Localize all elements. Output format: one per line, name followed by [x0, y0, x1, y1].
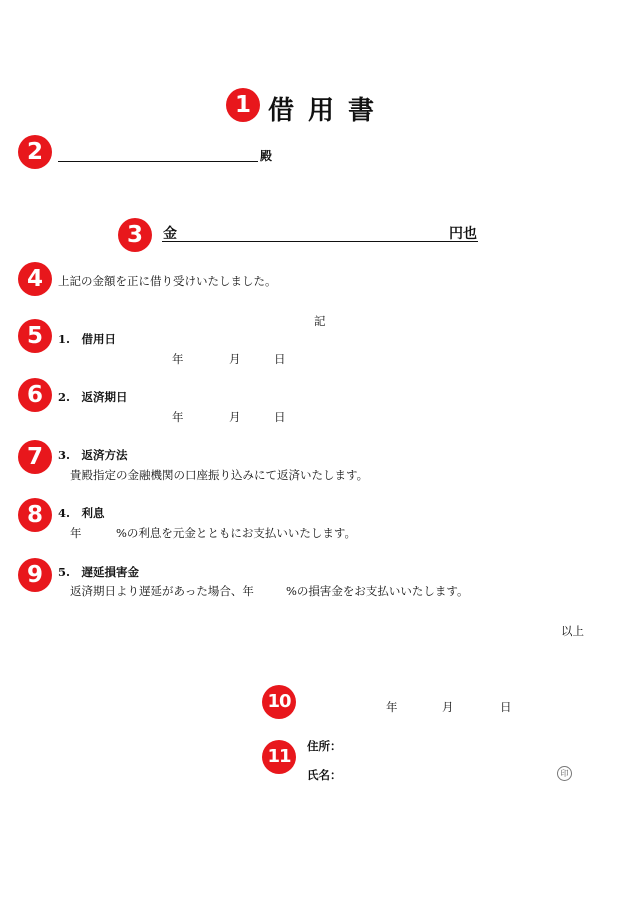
section-1-month: 月: [229, 352, 241, 366]
marker-1: 1: [226, 88, 260, 122]
marker-3: 3: [118, 218, 152, 252]
page-title: 借用書: [268, 96, 389, 126]
marker-9: 9: [18, 558, 52, 592]
marker-8: 8: [18, 498, 52, 532]
addressee-suffix: 殿: [260, 149, 273, 163]
section-4-year: 年: [70, 526, 82, 540]
section-4-body: %の利息を元金とともにお支払いいたします。: [116, 526, 357, 540]
marker-7: 7: [18, 440, 52, 474]
section-1-year: 年: [172, 352, 184, 366]
amount-prefix: 金: [163, 226, 177, 242]
marker-11: 11: [262, 740, 296, 774]
section-1-day: 日: [274, 352, 286, 366]
section-3-heading: 3. 返済方法: [58, 448, 128, 462]
section-5-body-prefix: 返済期日より遅延があった場合、年: [70, 584, 254, 598]
section-5-body-suffix: %の損害金をお支払いいたします。: [286, 584, 469, 598]
signature-day: 日: [500, 700, 512, 714]
section-2-year: 年: [172, 410, 184, 424]
name-label: 氏名：: [307, 768, 342, 782]
closing-text: 以上: [561, 624, 584, 638]
addressee-line: [58, 161, 258, 162]
amount-suffix: 円也: [449, 226, 477, 242]
statement-text: 上記の金額を正に借り受けいたしました。: [58, 274, 277, 288]
marker-10: 10: [262, 685, 296, 719]
marker-5: 5: [18, 319, 52, 353]
section-1-heading: 1. 借用日: [58, 332, 117, 346]
marker-6: 6: [18, 378, 52, 412]
seal-mark: 印: [557, 766, 572, 781]
section-2-heading: 2. 返済期日: [58, 390, 128, 404]
ki-heading: 記: [314, 314, 326, 328]
signature-month: 月: [442, 700, 454, 714]
marker-2: 2: [18, 135, 52, 169]
section-4-heading: 4. 利息: [58, 506, 105, 520]
signature-year: 年: [386, 700, 398, 714]
marker-4: 4: [18, 262, 52, 296]
section-5-heading: 5. 遅延損害金: [58, 565, 140, 579]
section-2-day: 日: [274, 410, 286, 424]
section-2-month: 月: [229, 410, 241, 424]
address-label: 住所：: [307, 739, 342, 753]
amount-line: [162, 241, 478, 242]
section-3-body: 貴殿指定の金融機関の口座振り込みにて返済いたします。: [70, 468, 369, 482]
